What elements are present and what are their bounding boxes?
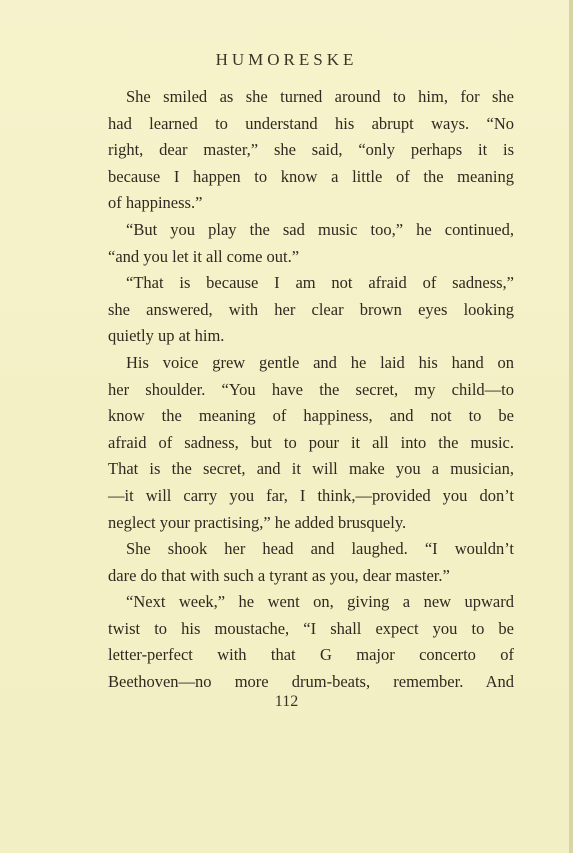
text-line: quietly up at him. bbox=[108, 326, 225, 346]
text-line: had learned to understand his abrupt ways. “No bbox=[108, 113, 514, 133]
text-line: because I happen to know a little of the meaning bbox=[108, 166, 514, 186]
text-line: dare do that with such a tyrant as you, dear master.” bbox=[108, 565, 450, 585]
text-line: afraid of sadness, but to pour it all into the music. bbox=[108, 432, 514, 452]
text-line: right, dear master,” she said, “only perhaps it is bbox=[108, 140, 514, 160]
body-text bbox=[108, 84, 514, 696]
text-line: of happiness.” bbox=[108, 193, 203, 213]
text-line: “But you play the sad music too,” he continued, bbox=[126, 219, 514, 239]
text-line: know the meaning of happiness, and not to be bbox=[108, 406, 514, 426]
text-line: “Next week,” he went on, giving a new upward bbox=[126, 592, 514, 612]
text-line: “and you let it all come out.” bbox=[108, 246, 300, 266]
text-line: neglect your practising,” he added brusquely. bbox=[108, 512, 407, 532]
running-title: HUMORESKE bbox=[215, 50, 358, 69]
text-line: “That is because I am not afraid of sadness,” bbox=[126, 273, 514, 293]
text-line: She shook her head and laughed. “I wouldn’t bbox=[126, 539, 514, 559]
page-number: 112 bbox=[274, 693, 299, 710]
text-line: letter-perfect with that G major concerto of bbox=[108, 645, 514, 665]
page-edge bbox=[569, 0, 573, 853]
text-line: she answered, with her clear brown eyes looking bbox=[108, 299, 514, 319]
text-line: His voice grew gentle and he laid his hand on bbox=[126, 352, 514, 372]
text-line: She smiled as she turned around to him, for she bbox=[126, 87, 514, 106]
text-line: That is the secret, and it will make you a musician, bbox=[108, 459, 514, 479]
text-line: Beethoven—no more drum-beats, remember. And bbox=[108, 672, 514, 692]
text-line: her shoulder. “You have the secret, my child—to bbox=[108, 379, 514, 399]
text-line: twist to his moustache, “I shall expect you to be bbox=[108, 618, 514, 638]
text-line: —it will carry you far, I think,—provided you don’t bbox=[108, 485, 514, 505]
